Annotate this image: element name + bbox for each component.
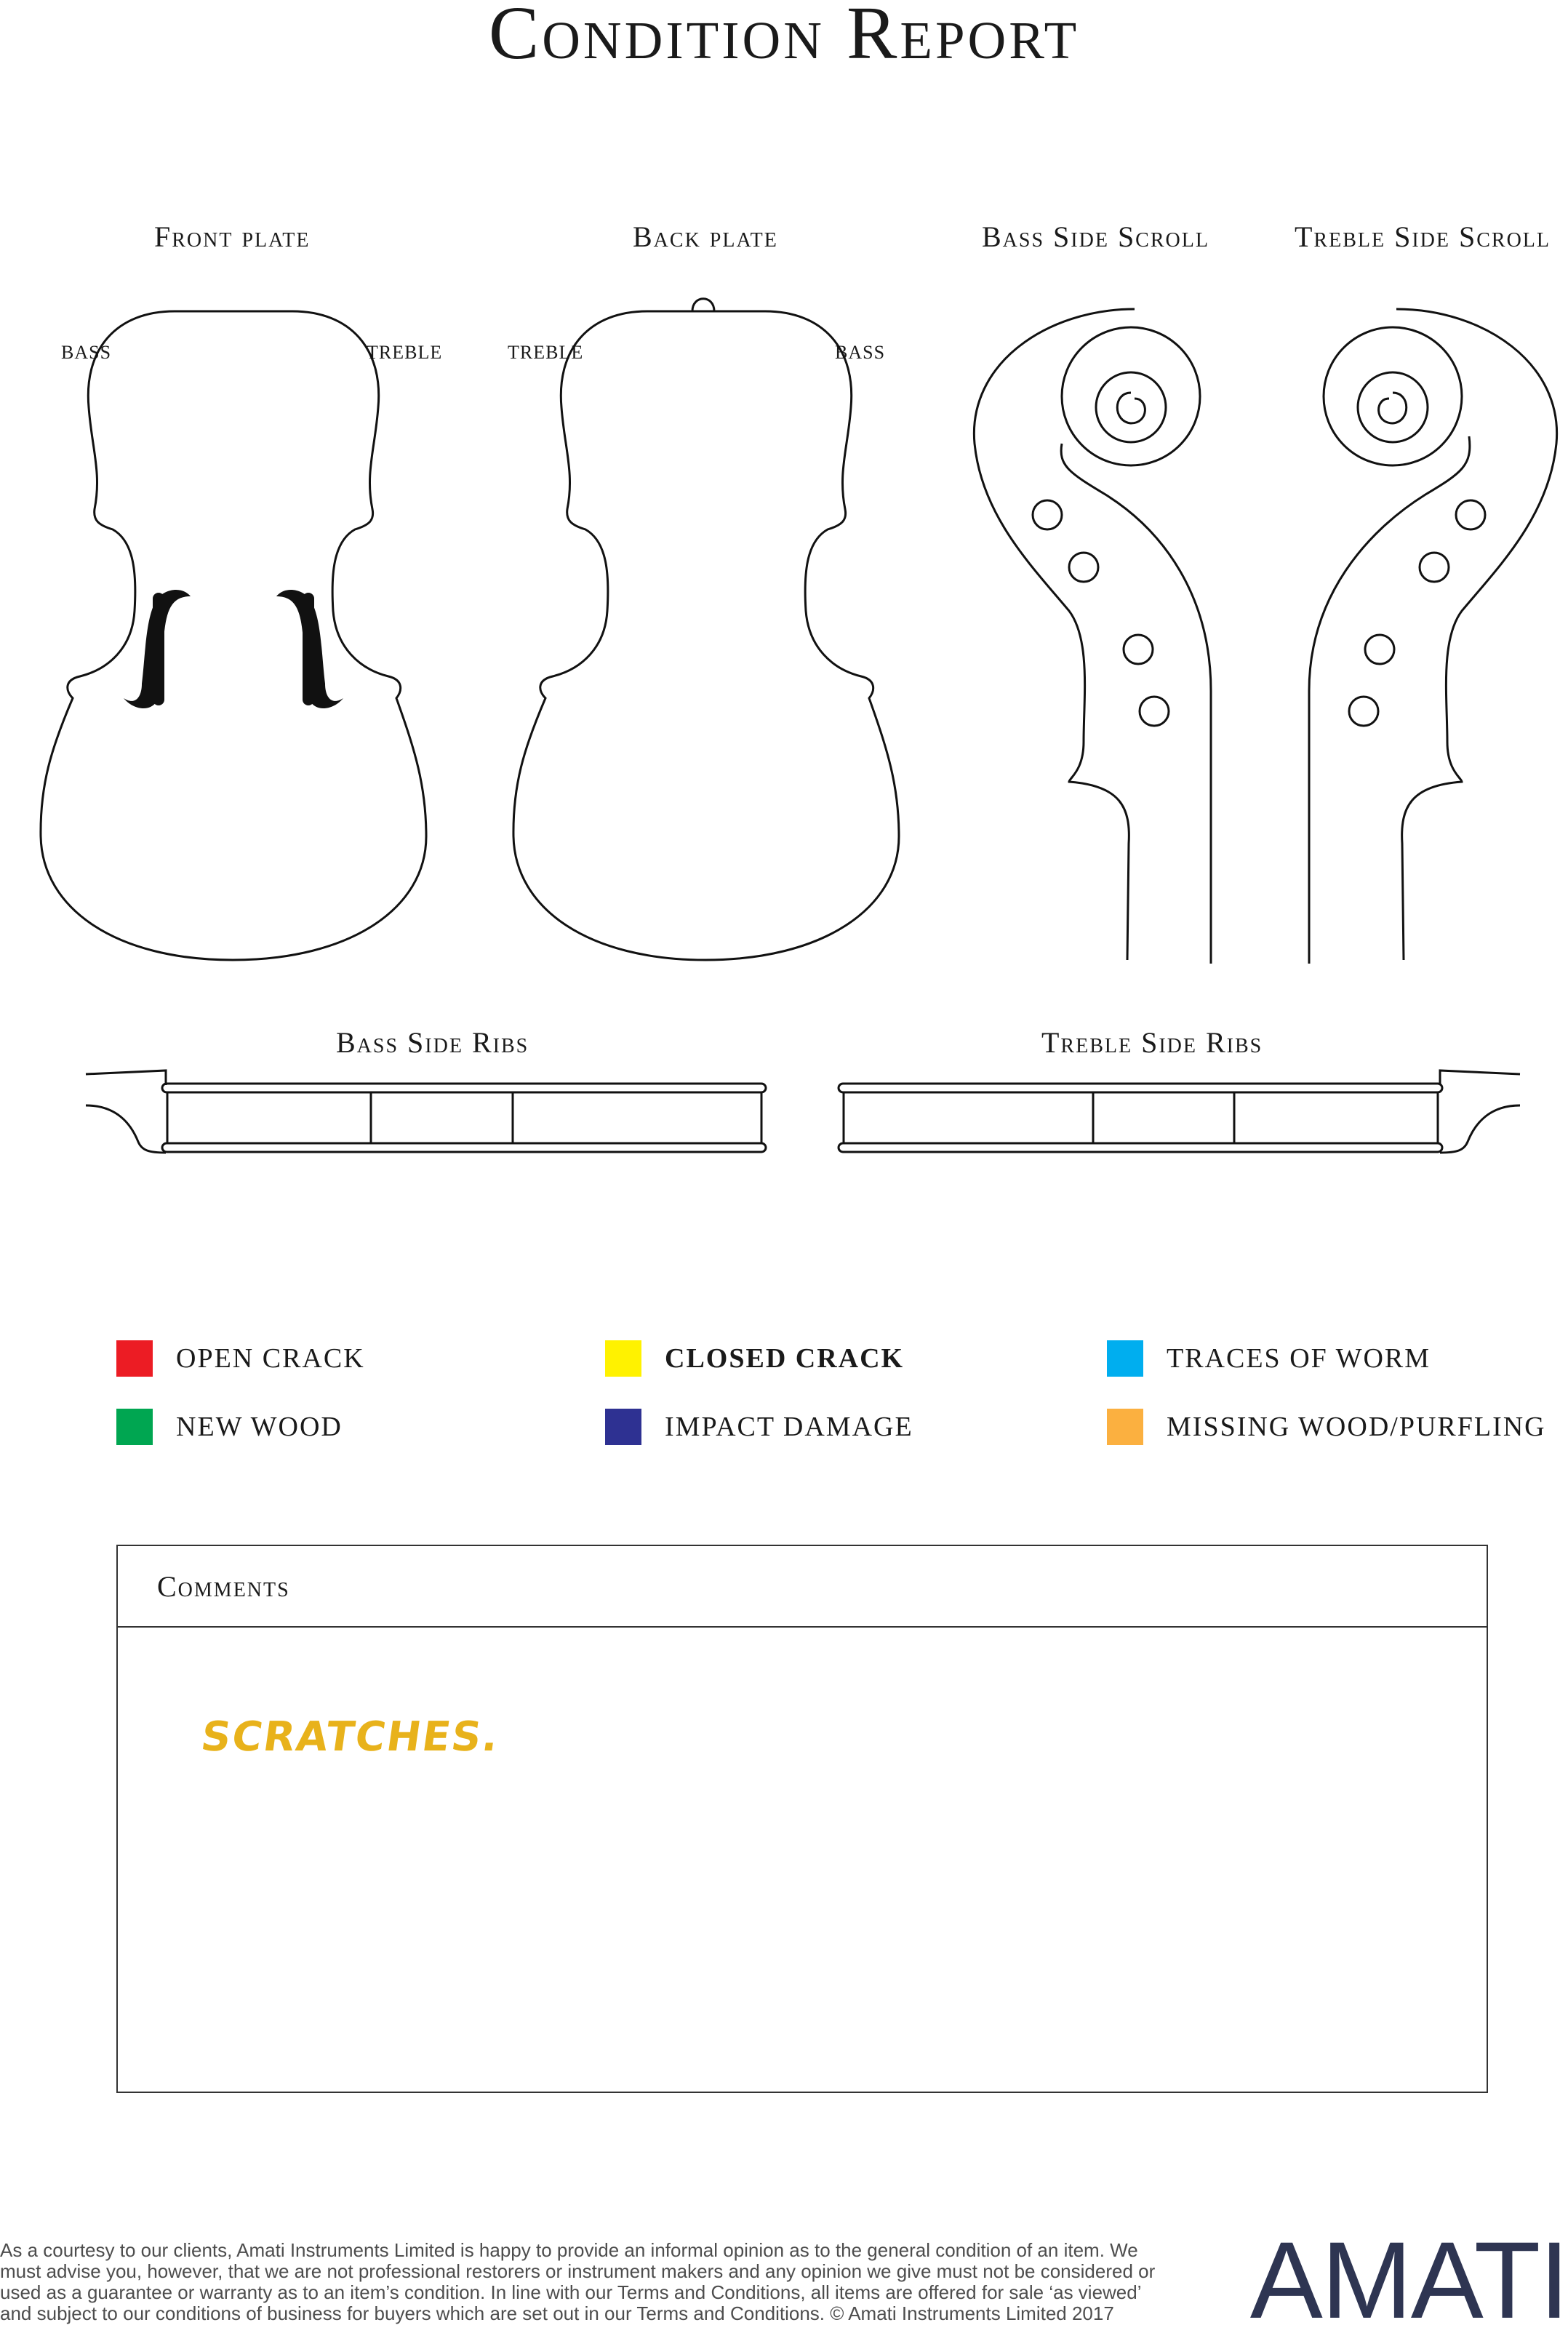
bass-ribs-drawing xyxy=(86,1071,766,1153)
treble-ribs-drawing xyxy=(839,1071,1520,1153)
legend-missing-wood xyxy=(1107,1409,1546,1445)
new-wood-swatch xyxy=(116,1409,153,1445)
legend-open-crack xyxy=(116,1340,365,1377)
legend-new-wood xyxy=(116,1409,343,1445)
legend-impact-damage xyxy=(605,1409,913,1445)
traces-of-worm-swatch xyxy=(1107,1340,1143,1377)
page-title: Condition Report xyxy=(488,0,1080,75)
front-treble-label: TREBLE xyxy=(367,342,443,363)
missing-wood-swatch xyxy=(1107,1409,1143,1445)
back-button xyxy=(692,299,714,311)
back-plate-outline xyxy=(513,311,899,960)
bass-scroll-drawing xyxy=(974,309,1211,964)
legend-label: IMPACT DAMAGE xyxy=(665,1412,913,1442)
front-plate-outline xyxy=(41,311,426,960)
treble-side-scroll-label: Treble Side Scroll xyxy=(1295,220,1551,253)
open-crack-swatch xyxy=(116,1340,153,1377)
legend-closed-crack xyxy=(605,1340,904,1377)
treble-scroll-drawing xyxy=(1309,309,1557,964)
legend-label: OPEN CRACK xyxy=(176,1343,365,1374)
front-bass-label: BASS xyxy=(61,342,112,363)
comments-heading: Comments xyxy=(118,1546,1487,1628)
bass-side-ribs-label: Bass Side Ribs xyxy=(336,1026,529,1059)
front-plate-label: Front plate xyxy=(154,220,311,253)
legend-label: NEW WOOD xyxy=(176,1412,343,1442)
treble-side-ribs-label: Treble Side Ribs xyxy=(1041,1026,1263,1059)
disclaimer-text: As a courtesy to our clients, Amati Instruments Limited is happy to provide an informal opinion as to the general condition of an item. We must advise you, however, that we are not professional restorers or instrument makers and any opinion we give must not be considered or used as a guarantee or warranty as to an item’s condition. In line with our Terms and Conditions, all items are offered for sale ‘as viewed’ and subject to our conditions of business for buyers which are set out in our Terms and Conditions. © Amati Instruments Limited 2017 xyxy=(0,2239,1156,2324)
back-plate-label: Back plate xyxy=(633,220,778,253)
bass-side-scroll-label: Bass Side Scroll xyxy=(982,220,1209,253)
comments-box[interactable] xyxy=(116,1545,1488,2093)
back-treble-label: TREBLE xyxy=(508,342,584,363)
legend-label: TRACES OF WORM xyxy=(1167,1343,1431,1374)
impact-damage-swatch xyxy=(605,1409,641,1445)
legend-label: MISSING WOOD/PURFLING xyxy=(1167,1412,1546,1442)
legend-traces-of-worm xyxy=(1107,1340,1431,1377)
amati-logo: AMATI xyxy=(1249,2219,1568,2341)
legend-label: CLOSED CRACK xyxy=(665,1343,905,1374)
handwritten-comment: SCRATCHES. xyxy=(198,1713,503,1761)
closed-crack-swatch xyxy=(605,1340,641,1377)
back-bass-label: BASS xyxy=(835,342,886,363)
